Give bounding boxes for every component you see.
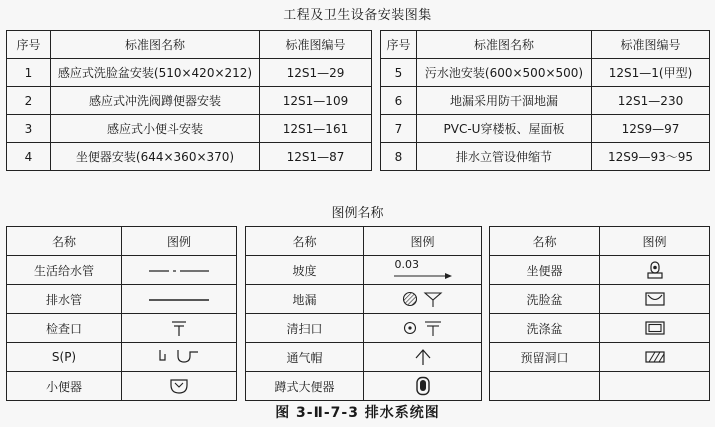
figure-caption: 图 3-Ⅱ-7-3 排水系统图 <box>275 405 440 421</box>
legend-name: 清扫口 <box>246 314 364 343</box>
legend-table-2 <box>245 226 482 401</box>
header-code: 标准图编号 <box>592 31 710 59</box>
header-name: 标准图名称 <box>51 31 260 59</box>
legend-header-row <box>7 227 237 256</box>
row-no: 6 <box>381 87 417 115</box>
row-code: 12S1—29 <box>260 59 372 87</box>
table-header-row <box>381 31 710 59</box>
legend-name: 地漏 <box>246 285 364 314</box>
legend-header-row <box>246 227 482 256</box>
legend-row <box>490 314 710 343</box>
table-row <box>381 59 710 87</box>
legend-table-3 <box>489 226 710 401</box>
washbasin-icon <box>600 285 710 314</box>
row-no: 3 <box>7 115 51 143</box>
table-row <box>381 87 710 115</box>
header-symbol: 图例 <box>122 227 237 256</box>
legend-row <box>7 285 237 314</box>
slope-arrow-icon <box>364 256 482 285</box>
legend-header-row <box>490 227 710 256</box>
legend-name: 坐便器 <box>490 256 600 285</box>
row-code: 12S9—97 <box>592 115 710 143</box>
row-code: 12S1—1(甲型) <box>592 59 710 87</box>
legend-row <box>7 343 237 372</box>
table-row <box>7 143 372 171</box>
inspection-port-icon <box>122 314 237 343</box>
reserved-opening-icon <box>600 343 710 372</box>
header-no: 序号 <box>381 31 417 59</box>
trap-icon <box>122 343 237 372</box>
legend-row <box>7 372 237 401</box>
header-name: 名称 <box>490 227 600 256</box>
legend-name: 预留洞口 <box>490 343 600 372</box>
legend-row <box>246 314 482 343</box>
legend-table-1 <box>6 226 237 401</box>
row-no: 5 <box>381 59 417 87</box>
header-no: 序号 <box>7 31 51 59</box>
row-no: 2 <box>7 87 51 115</box>
table-row <box>7 87 372 115</box>
row-no: 7 <box>381 115 417 143</box>
row-no: 4 <box>7 143 51 171</box>
row-name: 感应式冲洗阀蹲便器安装 <box>51 87 260 115</box>
row-name: 排水立管设伸缩节 <box>417 143 592 171</box>
row-code: 12S1—87 <box>260 143 372 171</box>
legend-row <box>7 256 237 285</box>
floor-drain-icon <box>364 285 482 314</box>
header-name: 名称 <box>246 227 364 256</box>
legend-row <box>246 256 482 285</box>
legend-row <box>246 285 482 314</box>
table-header-row <box>7 31 372 59</box>
legend-name: 蹲式大便器 <box>246 372 364 401</box>
seat-toilet-icon <box>600 256 710 285</box>
legend-row <box>490 256 710 285</box>
row-name: 污水池安装(600×500×500) <box>417 59 592 87</box>
row-name: PVC-U穿楼板、屋面板 <box>417 115 592 143</box>
row-name: 感应式洗脸盆安装(510×420×212) <box>51 59 260 87</box>
header-symbol: 图例 <box>364 227 482 256</box>
cleanout-icon <box>364 314 482 343</box>
squat-toilet-icon <box>364 372 482 401</box>
legend-row <box>490 285 710 314</box>
urinal-icon <box>122 372 237 401</box>
legend-name: 坡度 <box>246 256 364 285</box>
table-row <box>7 59 372 87</box>
legend-row <box>490 343 710 372</box>
table-row <box>381 143 710 171</box>
drain-pipe-icon <box>122 285 237 314</box>
legend-symbol-empty <box>600 372 710 401</box>
row-code: 12S1—109 <box>260 87 372 115</box>
legend-name: 小便器 <box>7 372 122 401</box>
row-no: 8 <box>381 143 417 171</box>
header-symbol: 图例 <box>600 227 710 256</box>
water-supply-pipe-icon <box>122 256 237 285</box>
header-name: 名称 <box>7 227 122 256</box>
legend-name <box>490 372 600 401</box>
legend-name: 排水管 <box>7 285 122 314</box>
table-row <box>7 115 372 143</box>
header-name: 标准图名称 <box>417 31 592 59</box>
header-code: 标准图编号 <box>260 31 372 59</box>
legend-name: S(P) <box>7 343 122 372</box>
legend-row <box>246 372 482 401</box>
legend-title: 图例名称 <box>331 206 384 221</box>
row-code: 12S9—93～95 <box>592 143 710 171</box>
row-name: 地漏采用防干涸地漏 <box>417 87 592 115</box>
legend-name: 洗涤盆 <box>490 314 600 343</box>
row-name: 感应式小便斗安装 <box>51 115 260 143</box>
page-title: 工程及卫生设备安装图集 <box>283 8 432 23</box>
row-code: 12S1—230 <box>592 87 710 115</box>
sink-icon <box>600 314 710 343</box>
standard-table-left <box>6 30 372 171</box>
legend-row <box>490 372 710 401</box>
row-code: 12S1—161 <box>260 115 372 143</box>
legend-name: 生活给水管 <box>7 256 122 285</box>
standard-table-right <box>380 30 710 171</box>
slope-value: 0.03 <box>394 257 419 271</box>
legend-row <box>246 343 482 372</box>
vent-cap-icon <box>364 343 482 372</box>
legend-name: 洗脸盆 <box>490 285 600 314</box>
row-no: 1 <box>7 59 51 87</box>
table-row <box>381 115 710 143</box>
legend-name: 通气帽 <box>246 343 364 372</box>
legend-name: 检查口 <box>7 314 122 343</box>
row-name: 坐便器安装(644×360×370) <box>51 143 260 171</box>
legend-row <box>7 314 237 343</box>
